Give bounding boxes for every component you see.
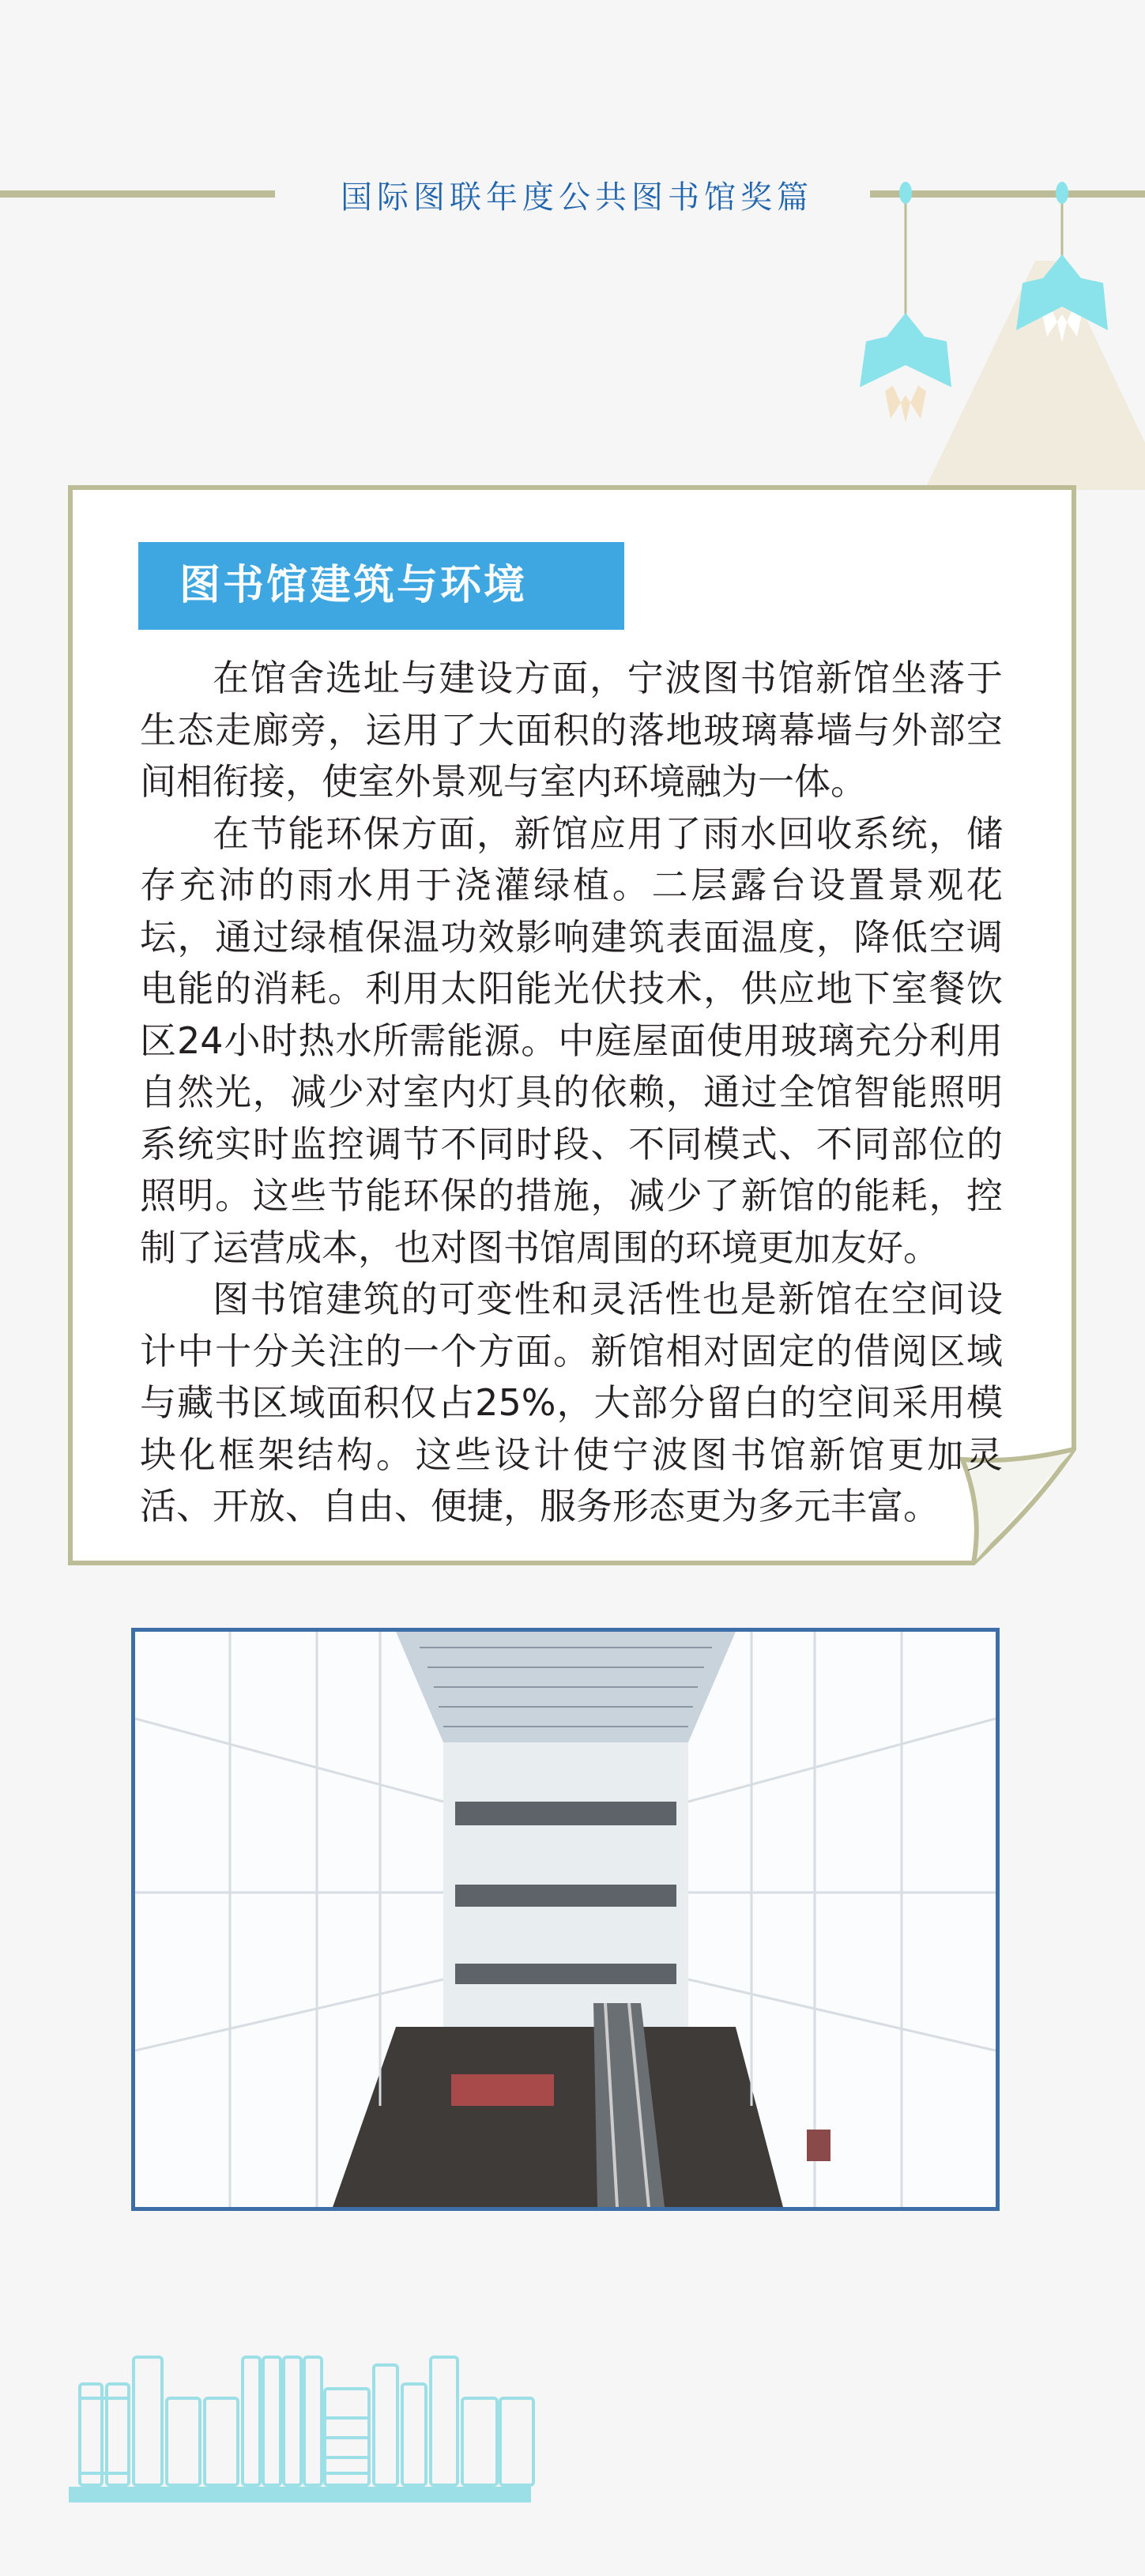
article-body	[140, 653, 1003, 1533]
library-atrium-photo	[131, 1628, 1000, 2211]
header-title: 国际图联年度公共图书馆奖篇	[341, 179, 813, 216]
header-rule-left	[0, 190, 275, 198]
paragraph: 图书馆建筑的可变性和灵活性也是新馆在空间设计中十分关注的一个方面。新馆相对固定的借阅区域与藏书区域面积仅占25%，大部分留白的空间采用模块化框架结构。这些设计使宁波图书馆新馆更加灵活、开放、自由、便捷，服务形态更为多元丰富。	[140, 1278, 1003, 1527]
paragraph: 在馆舍选址与建设方面，宁波图书馆新馆坐落于生态走廊旁，运用了大面积的落地玻璃幕墙与外部空间相衔接，使室外景观与室内环境融为一体。	[140, 657, 1003, 803]
section-title: 图书馆建筑与环境	[138, 542, 624, 630]
hanging-lamps-icon	[822, 182, 1145, 490]
paragraph: 在节能环保方面，新馆应用了雨水回收系统，储存充沛的雨水用于浇灌绿植。二层露台设置景观花坛，通过绿植保温功效影响建筑表面温度，降低空调电能的消耗。利用太阳能光伏技术，供应地下室餐饮区24小时热水所需能源。中庭屋面使用玻璃充分利用自然光，减少对室内灯具的依赖，通过全馆智能照明系统实时监控调节不同时段、不同模式、不同部位的照明。这些节能环保的措施，减少了新馆的能耗，控制了运营成本，也对图书馆周围的环境更加友好。	[140, 812, 1003, 1269]
bookshelf-icon	[69, 2351, 535, 2509]
